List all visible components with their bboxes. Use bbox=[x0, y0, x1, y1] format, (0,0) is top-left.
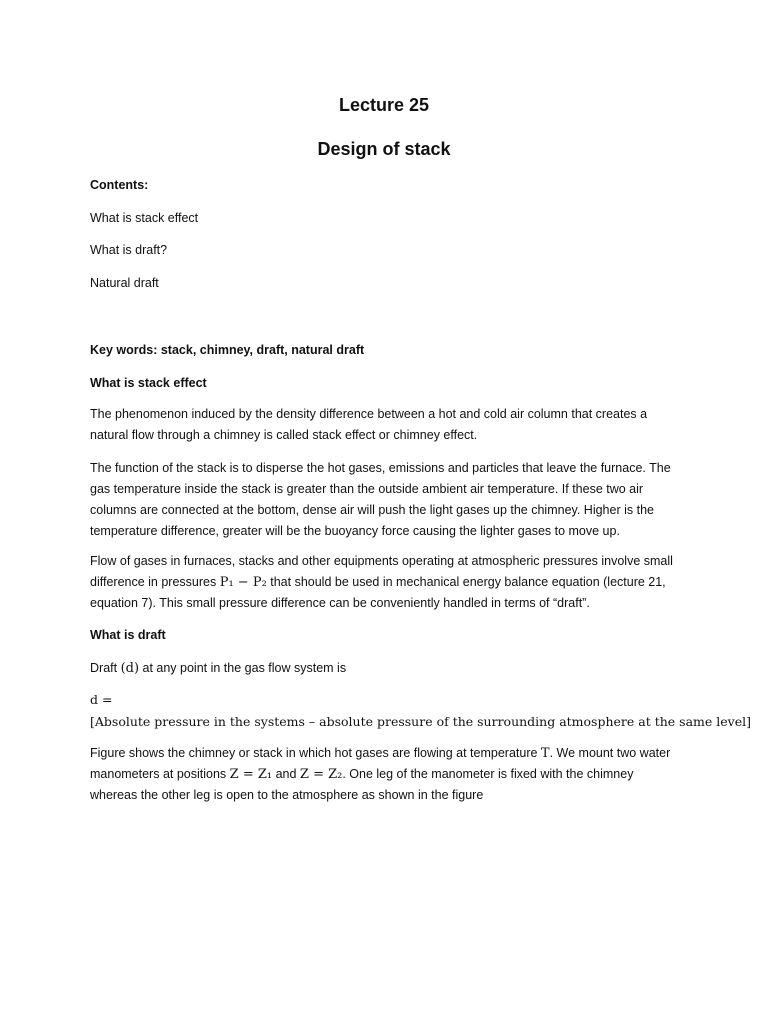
formula-rhs: [Absolute pressure in the systems – absolute pressure of the surrounding atmosphere at the same level] bbox=[90, 714, 751, 729]
paragraph-pressure-difference bbox=[90, 551, 680, 614]
section-heading-stack-effect: What is stack effect bbox=[90, 376, 207, 390]
contents-item-3: Natural draft bbox=[90, 276, 159, 290]
position-z2-math: Z = Z₂ bbox=[299, 767, 343, 782]
topic-title: Design of stack bbox=[317, 139, 451, 159]
manometer-text-1: Figure shows the chimney or stack in which hot gases are flowing at temperature bbox=[90, 746, 541, 760]
paragraph-manometer bbox=[90, 743, 680, 806]
manometer-text-3: and bbox=[272, 767, 300, 781]
position-z1-math: Z = Z₁ bbox=[229, 767, 273, 782]
paragraph-stack-function: The function of the stack is to disperse the hot gases, emissions and particles that leave the furnace. The gas temperature inside the stack is greater than the outside ambient air temperature. If these two air columns are connected at the bottom, dense air will push the light gases up the chimney. Higher is the temperature difference, greater will be the buoyancy force causing the lighter gases to move up. bbox=[90, 461, 671, 538]
contents-heading: Contents: bbox=[90, 178, 149, 192]
contents-item-1: What is stack effect bbox=[90, 211, 199, 225]
lecture-title: Lecture 25 bbox=[338, 95, 430, 115]
paragraph-stack-effect: The phenomenon induced by the density difference between a hot and cold air column that creates a natural flow through a chimney is called stack effect or chimney effect. bbox=[90, 407, 648, 442]
pressure-math: P₁ − P₂ bbox=[219, 575, 267, 590]
formula-lhs: d = bbox=[90, 692, 113, 707]
draft-definition bbox=[90, 661, 346, 676]
pressure-text-2: that should be used in mechanical energy balance equation (lecture 21, equation 7). This small pressure difference can be conveniently handled in terms of “draft”. bbox=[90, 575, 666, 610]
pressure-text-1: Flow of gases in furnaces, stacks and other equipments operating at atmospheric pressures involve small difference in pressures bbox=[90, 554, 673, 589]
manometer-text-2: . We mount two water manometers at positions bbox=[90, 746, 671, 781]
keywords: Key words: stack, chimney, draft, natural draft bbox=[90, 343, 365, 357]
draft-math: (d) bbox=[120, 661, 140, 676]
contents-item-2: What is draft? bbox=[90, 243, 168, 257]
section-heading-draft: What is draft bbox=[90, 628, 166, 642]
manometer-text-4: . One leg of the manometer is fixed with the chimney whereas the other leg is open to the atmosphere as shown in the figure bbox=[90, 767, 634, 802]
draft-text-2: at any point in the gas flow system is bbox=[139, 661, 347, 675]
temperature-math: T bbox=[540, 746, 550, 761]
draft-text-1: Draft bbox=[90, 661, 121, 675]
